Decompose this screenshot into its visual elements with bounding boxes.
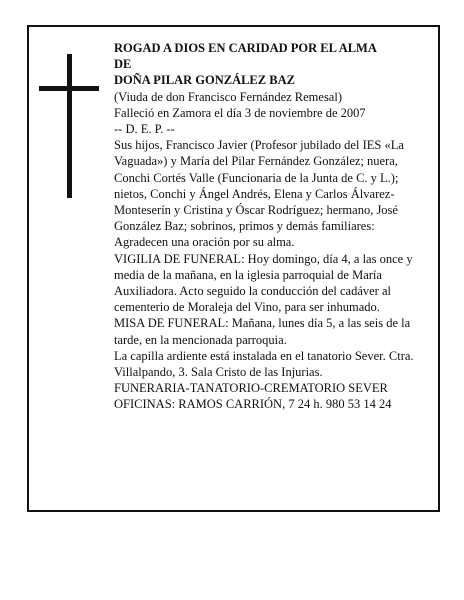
death-info: Falleció en Zamora el día 3 de noviembre de 2007 [114, 105, 366, 120]
header-line-1: ROGAD A DIOS EN CARIDAD POR EL ALMA [114, 41, 377, 55]
cross-icon [39, 54, 99, 198]
offices-line: OFICINAS: RAMOS CARRIÓN, 7 24 h. 980 53 14 24 [114, 397, 392, 412]
widow-of: (Viuda de don Francisco Fernández Remesal) [114, 89, 342, 104]
family-paragraph: Sus hijos, Francisco Javier (Profesor jubilado del IES «La Vaguada») y María del Pilar Fernández González; nuera, Conchi Cortés Valle (Funcionaria de la Junta de C. y L.); nietos, Conchi y Ángel Andrés, Elena y Carlos Álvarez-Monteserín y Cristina y Óscar Rodríguez; hermano, José González Baz; sobrinos, primos y demás familiares: [114, 138, 404, 234]
header-line-2: DE [114, 57, 132, 72]
obituary-text [114, 40, 432, 413]
dep-line: -- D. E. P. -- [114, 122, 175, 137]
funeral-home: FUNERARIA-TANATORIO-CREMATORIO SEVER [114, 381, 388, 396]
obituary-notice [27, 25, 440, 512]
chapel-paragraph: La capilla ardiente está instalada en el tanatorio Sever. Ctra. Villalpando, 3. Sala Cristo de las Injurias. [114, 348, 414, 380]
vigil-paragraph: VIGILIA DE FUNERAL: Hoy domingo, día 4, a las once y media de la mañana, en la iglesia parroquial de María Auxiliadora. Acto seguido la conducción del cadáver al cementerio de Moraleja del Vino, para ser inhumado. [114, 251, 413, 315]
mass-paragraph: MISA DE FUNERAL: Mañana, lunes día 5, a las seis de la tarde, en la mencionada parroquia. [114, 316, 411, 347]
thanks-line: Agradecen una oración por su alma. [114, 235, 295, 250]
deceased-name: DOÑA PILAR GONZÁLEZ BAZ [114, 73, 295, 88]
